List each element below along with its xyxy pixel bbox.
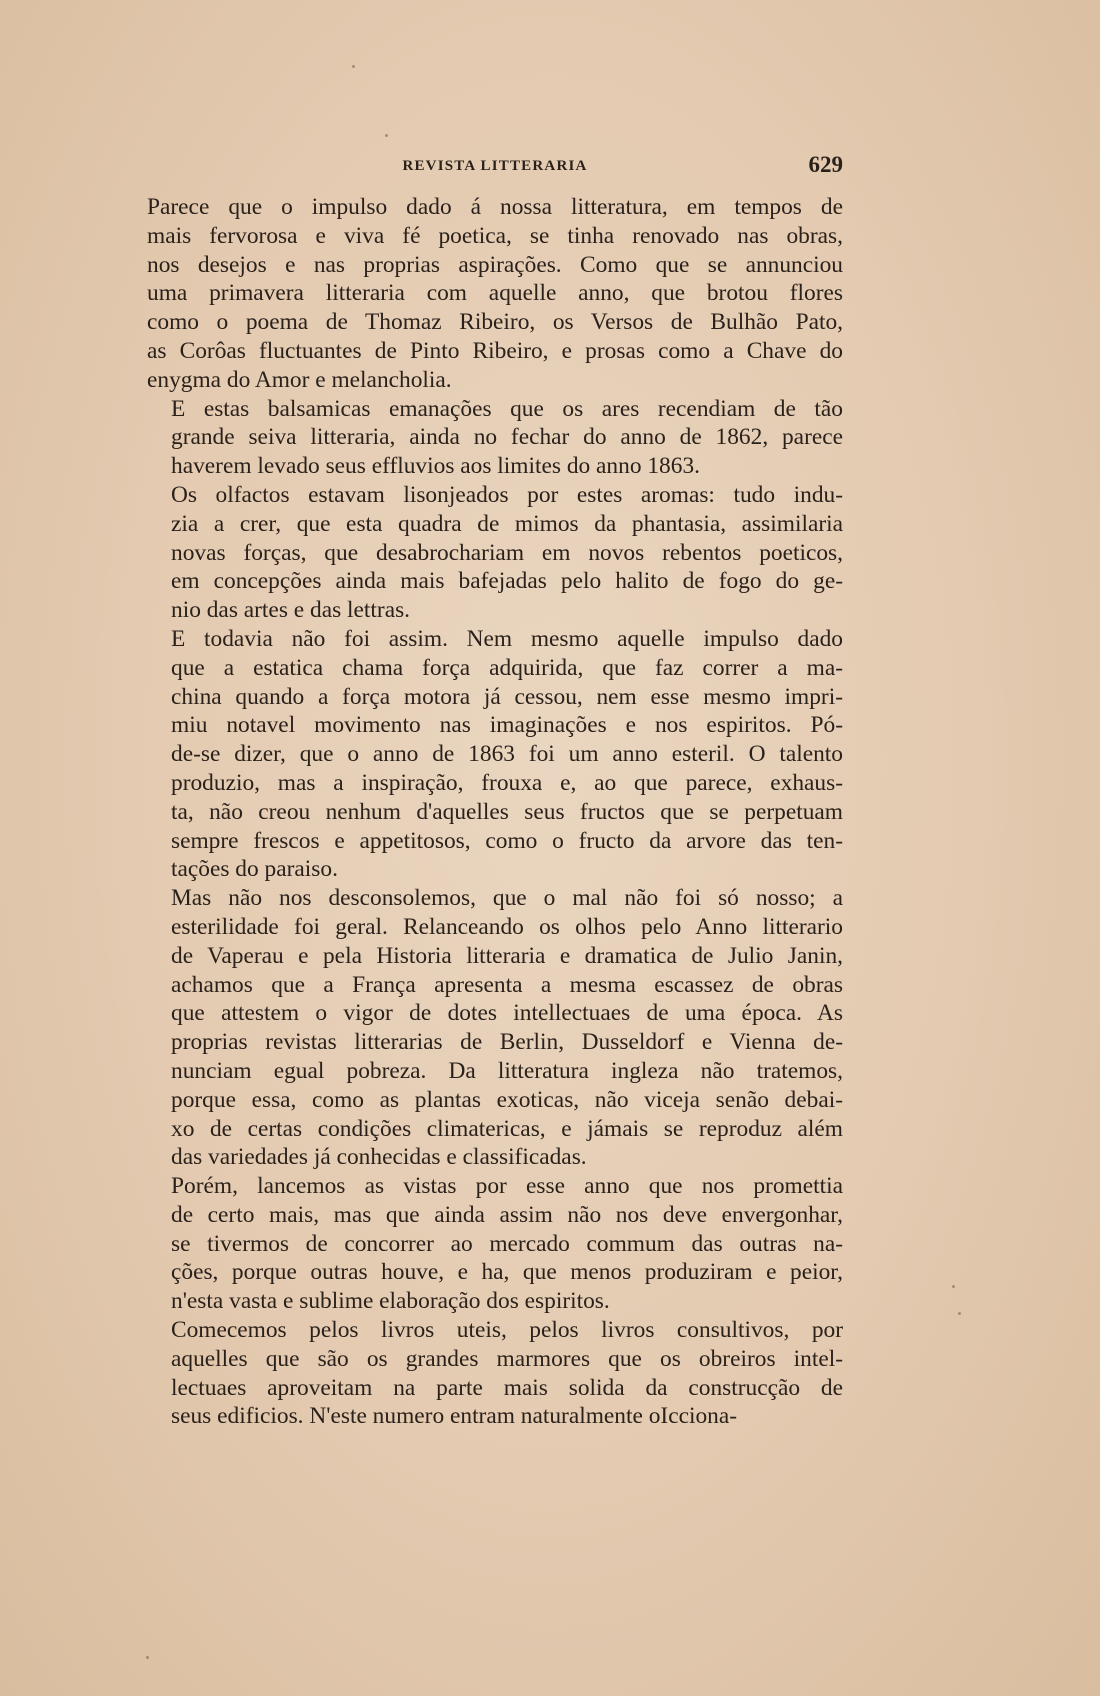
running-title: REVISTA LITTERARIA xyxy=(402,158,588,174)
paragraph xyxy=(147,481,843,625)
text-line: Comecemos pelos livros uteis, pelos livros consultivos, por xyxy=(171,1317,843,1344)
text-line: as Corôas fluctuantes de Pinto Ribeiro, e prosas como a Chave do xyxy=(147,337,843,364)
text-line: que a estatica chama força adquirida, que faz correr a ma- xyxy=(171,654,843,681)
text-line: porque essa, como as plantas exoticas, não viceja senão debai- xyxy=(171,1086,843,1113)
text-line: Parece que o impulso dado á nossa litteratura, em tempos de xyxy=(147,194,843,220)
text-line: enygma do Amor e melancholia. xyxy=(147,366,452,393)
text-line: produzio, mas a inspiração, frouxa e, ao que parece, exhaus- xyxy=(171,769,843,796)
body-text xyxy=(147,193,843,1431)
paragraph xyxy=(147,625,843,884)
text-line: grande seiva litteraria, ainda no fechar do anno de 1862, parece xyxy=(171,424,843,451)
text-line: Os olfactos estavam lisonjeados por estes aromas: tudo indu- xyxy=(171,481,843,508)
paper-speck xyxy=(146,1656,149,1659)
text-line: de Vaperau e pela Historia litteraria e dramatica de Julio Janin, xyxy=(171,942,843,969)
paper-speck xyxy=(958,1312,961,1315)
text-line: novas forças, que desabrochariam em novos rebentos poeticos, xyxy=(171,539,843,566)
paragraph xyxy=(147,1316,843,1431)
text-line: de-se dizer, que o anno de 1863 foi um anno esteril. O talento xyxy=(171,741,843,768)
text-line: que attestem o vigor de dotes intellectuaes de uma época. As xyxy=(171,1000,843,1027)
text-line: como o poema de Thomaz Ribeiro, os Versos de Bulhão Pato, xyxy=(147,309,843,336)
text-line: ta, não creou nenhum d'aquelles seus fructos que se perpetuam xyxy=(171,798,843,825)
text-line: esterilidade foi geral. Relanceando os olhos pelo Anno litterario xyxy=(171,913,843,940)
text-line: Porém, lancemos as vistas por esse anno que nos promettia xyxy=(171,1173,843,1200)
paragraph xyxy=(147,884,843,1172)
text-line: china quando a força motora já cessou, nem esse mesmo impri- xyxy=(171,683,843,710)
text-line: tações do paraiso. xyxy=(171,856,338,883)
text-line: lectuaes aproveitam na parte mais solida da construcção de xyxy=(171,1374,843,1401)
page-number: 629 xyxy=(808,152,843,177)
text-line: nos desejos e nas proprias aspirações. Como que se annunciou xyxy=(147,251,843,278)
text-line: mais fervorosa e viva fé poetica, se tinha renovado nas obras, xyxy=(147,222,843,249)
paper-speck xyxy=(352,65,355,68)
page-header xyxy=(147,152,843,182)
paper-speck xyxy=(952,1285,955,1288)
text-line: seus edificios. N'este numero entram naturalmente oIcciona- xyxy=(171,1403,738,1430)
text-line: proprias revistas litterarias de Berlin, Dusseldorf e Vienna de- xyxy=(171,1029,843,1056)
text-line: ções, porque outras houve, e ha, que menos produziram e peior, xyxy=(171,1259,843,1286)
text-line: uma primavera litteraria com aquelle anno, que brotou flores xyxy=(147,280,843,307)
text-line: se tivermos de concorrer ao mercado commum das outras na- xyxy=(171,1230,843,1257)
text-line: das variedades já conhecidas e classificadas. xyxy=(171,1144,587,1171)
text-line: sempre frescos e appetitosos, como o fructo da arvore das ten- xyxy=(171,827,843,854)
text-line: E todavia não foi assim. Nem mesmo aquelle impulso dado xyxy=(171,625,843,652)
text-line: n'esta vasta e sublime elaboração dos espiritos. xyxy=(171,1288,610,1315)
text-line: Mas não nos desconsolemos, que o mal não foi só nosso; a xyxy=(171,885,843,912)
paragraph xyxy=(147,193,843,395)
text-line: xo de certas condições climatericas, e jámais se reproduz além xyxy=(171,1115,843,1142)
text-line: de certo mais, mas que ainda assim não nos deve envergonhar, xyxy=(171,1201,843,1228)
paper-speck xyxy=(385,134,388,137)
text-line: miu notavel movimento nas imaginações e nos espiritos. Pó- xyxy=(171,712,843,739)
text-line: achamos que a França apresenta a mesma escassez de obras xyxy=(171,971,843,998)
paragraph xyxy=(147,395,843,481)
text-line: em concepções ainda mais bafejadas pelo halito de fogo do ge- xyxy=(171,568,843,595)
text-line: aquelles que são os grandes marmores que os obreiros intel- xyxy=(171,1345,843,1372)
text-line: nio das artes e das lettras. xyxy=(171,597,411,624)
text-line: nunciam egual pobreza. Da litteratura ingleza não tratemos, xyxy=(171,1057,843,1084)
paragraph xyxy=(147,1172,843,1316)
text-line: zia a crer, que esta quadra de mimos da phantasia, assimilaria xyxy=(171,510,843,537)
text-line: haverem levado seus effluvios aos limites do anno 1863. xyxy=(171,453,700,480)
text-line: E estas balsamicas emanações que os ares recendiam de tão xyxy=(171,395,843,422)
